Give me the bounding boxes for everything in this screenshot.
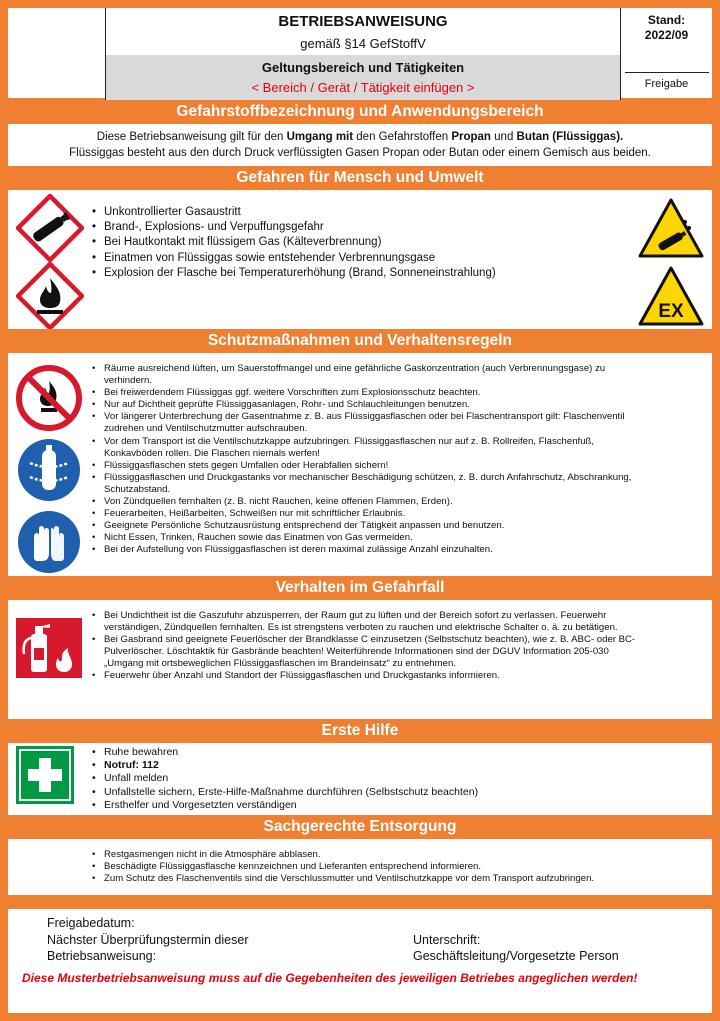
- scope-title: Geltungsbereich und Tätigkeiten: [261, 60, 465, 75]
- list-item: • Einatmen von Flüssiggas sowie entstehender Verbrennungsgase: [90, 251, 496, 266]
- list-item: • Brand-, Explosions- und Verpuffungsgefahr: [90, 220, 496, 235]
- list-item: • Feuerarbeiten, Heißarbeiten, Schweißen nur mit schriftlicher Erlaubnis.: [90, 508, 646, 520]
- header-center: [106, 8, 620, 100]
- pruefung-label-1: Nächster Überprüfungstermin dieser: [47, 933, 249, 947]
- bezeichnung-line-1: Diese Betriebsanweisung gilt für den Umgang mit den Gefahrstoffen Propan und Butan (Flüssiggas).: [96, 131, 624, 143]
- signatory-label: Geschäftsleitung/Vorgesetzte Person: [413, 949, 619, 963]
- entsorgung-list: [90, 849, 700, 885]
- flame-ghs-icon: [16, 262, 84, 330]
- section-bar-gefahren: Gefahren für Mensch und Umwelt: [8, 166, 712, 190]
- list-item: • Unfallstelle sichern, Erste-Hilfe-Maßnahme durchführen (Selbstschutz beachten): [90, 786, 650, 799]
- notruf-label: Notruf: 112: [104, 759, 159, 772]
- section-bar-schutz: Schutzmaßnahmen und Verhaltensregeln: [8, 329, 712, 353]
- stand-block: [621, 13, 712, 43]
- list-item: • Bei Gasbrand sind geeignete Feuerlöscher der Brandklasse C einzusetzen (Selbstschutz beachten), wie z. B. ABC- oder BC-Pulverlöscher. Löschtaktik für Gasbrände beachten! Weiterführende Informationen sind der DGUV Information 205-030 „Umgang mit ortsbeweglichen Flüssiggasflaschen im Brandeinsatz“ zu entnehmen.: [90, 634, 642, 670]
- erste-hilfe-list: [90, 746, 650, 812]
- list-item: [90, 759, 650, 772]
- bezeichnung-text: [8, 124, 712, 161]
- scope-placeholder[interactable]: < Bereich / Gerät / Tätigkeit einfügen >: [251, 80, 475, 95]
- section-gefahrfall: [8, 600, 712, 719]
- list-item: • Unkontrollierter Gasaustritt: [90, 205, 496, 220]
- gefahren-list: [90, 205, 496, 281]
- ex-label: EX: [658, 301, 684, 322]
- list-item: • Ruhe bewahren: [90, 746, 650, 759]
- scope-box: [106, 55, 620, 100]
- section-bar-erste-hilfe: Erste Hilfe: [8, 719, 712, 743]
- list-item: • Zum Schutz des Flaschenventils sind die Verschlussmutter und Ventilschutzkappe vor dem Transport aufzubringen.: [90, 873, 700, 885]
- list-item: • Räume ausreichend lüften, um Sauerstoffmangel und eine gefährliche Gaskonzentration (auch Verbrennungsgase) zu verhindern.: [90, 363, 646, 387]
- section-bar-gefahrfall: Verhalten im Gefahrfall: [8, 576, 712, 600]
- template-note: Diese Musterbetriebsanweisung muss auf die Gegebenheiten des jeweiligen Betriebes angeglichen werden!: [22, 971, 638, 985]
- unterschrift-label: Unterschrift:: [413, 933, 481, 947]
- no-open-flame-icon: [16, 365, 82, 431]
- list-item: • Nur auf Dichtheit geprüfte Flüssiggasanlagen, Rohr- und Schlauchleitungen benutzen.: [90, 399, 646, 411]
- bezeichnung-line-2: Flüssiggas besteht aus den durch Druck verflüssigten Gasen Propan oder Butan oder einem Gemisch aus beiden.: [69, 147, 651, 159]
- ex-zone-icon: [638, 266, 704, 326]
- warning-compressed-gas-icon: [638, 198, 704, 258]
- footer-divider: [8, 895, 712, 909]
- gefahrfall-list: [90, 610, 642, 683]
- section-gefahren: [8, 190, 712, 329]
- gas-cylinder-ghs-icon: [16, 194, 84, 262]
- schutz-list: [90, 363, 646, 557]
- legal-basis: gemäß §14 GefStoffV: [300, 36, 426, 51]
- list-item: • Flüssiggasflaschen stets gegen Umfallen oder Herabfallen sichern!: [90, 460, 646, 472]
- list-item: • Beschädigte Flüssiggasflasche kennzeichnen und Lieferanten entsprechend informieren.: [90, 861, 700, 873]
- section-schutz: [8, 353, 712, 576]
- stand-value: 2022/09: [644, 28, 689, 42]
- section-bezeichnung: [8, 124, 712, 166]
- freigabe-label: Freigabe: [644, 78, 689, 90]
- stand-label: Stand:: [647, 13, 686, 27]
- fire-extinguisher-icon: [16, 618, 82, 678]
- section-erste-hilfe: [8, 743, 712, 815]
- document: [8, 8, 712, 1013]
- list-item: • Restgasmengen nicht in die Atmosphäre abblasen.: [90, 849, 700, 861]
- section-bar-entsorgung: Sachgerechte Entsorgung: [8, 815, 712, 839]
- wear-gloves-icon: [16, 509, 82, 575]
- freigabe-divider: [625, 72, 709, 73]
- list-item: • Bei der Aufstellung von Flüssiggasflaschen ist deren maximal zulässige Anzahl einzuhalten.: [90, 544, 646, 556]
- list-item: • Geeignete Persönliche Schutzausrüstung entsprechend der Tätigkeit anpassen und benutzen.: [90, 520, 646, 532]
- first-aid-cross-icon: [16, 746, 74, 804]
- list-item: • Bei Hautkontakt mit flüssigem Gas (Kälteverbrennung): [90, 235, 496, 250]
- list-item: • Unfall melden: [90, 772, 650, 785]
- secure-gas-cylinder-icon: [16, 437, 82, 503]
- list-item: • Bei Undichtheit ist die Gaszufuhr abzusperren, der Raum gut zu lüften und der Bereich sofort zu verlassen. Feuerwehr verständigen, Zündquellen fernhalten. Es ist strengstens verboten zu rauchen und elektrische Schalter o. ä. zu betätigen.: [90, 610, 642, 634]
- list-item: • Vor längerer Unterbrechung der Gasentnahme z. B. aus Flüssiggasflaschen oder bei Flaschentransport gilt: Flaschenventil zudrehen und Ventilschutzmutter aufschrauben.: [90, 411, 646, 435]
- section-bar-bezeichnung: Gefahrstoffbezeichnung und Anwendungsbereich: [8, 100, 712, 124]
- header: [8, 8, 712, 100]
- company-logo-area: [8, 8, 106, 100]
- list-item: • Feuerwehr über Anzahl und Standort der Flüssiggasflaschen und Druckgastanks informieren.: [90, 670, 642, 682]
- list-item: • Bei freiwerdendem Flüssiggas ggf. weitere Vorschriften zum Explosionsschutz beachten.: [90, 387, 646, 399]
- pruefung-label-2: Betriebsanweisung:: [47, 949, 157, 963]
- list-item: • Nicht Essen, Trinken, Rauchen sowie das Einatmen von Gas vermeiden.: [90, 532, 646, 544]
- list-item: • Von Zündquellen fernhalten (z. B. nicht Rauchen, keine offenen Flammen, Erden).: [90, 496, 646, 508]
- header-right: [620, 8, 712, 100]
- list-item: • Explosion der Flasche bei Temperaturerhöhung (Brand, Sonneneinstrahlung): [90, 266, 496, 281]
- list-item: • Ersthelfer und Vorgesetzten verständigen: [90, 799, 650, 812]
- list-item: • Vor dem Transport ist die Ventilschutzkappe aufzubringen. Flüssiggasflaschen nur auf z. B. Rollreifen, Flaschenfuß, Konkavböden rollen. Die Flaschen niemals werfen!: [90, 436, 646, 460]
- list-item: • Flüssiggasflaschen und Druckgastanks vor mechanischer Beschädigung schützen, z. B. durch Anfahrschutz, Abschrankung, Schutzabstand.: [90, 472, 646, 496]
- document-title: BETRIEBSANWEISUNG: [278, 13, 448, 30]
- freigabedatum-label: Freigabedatum:: [47, 916, 135, 930]
